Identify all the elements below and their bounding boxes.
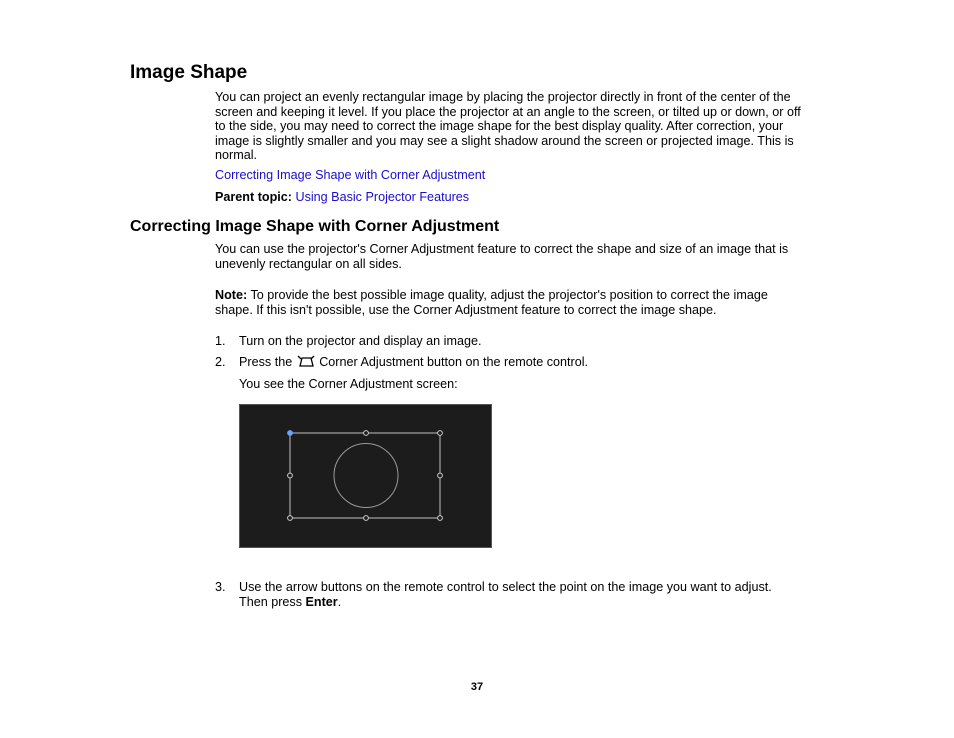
adjustment-point (438, 431, 443, 436)
step-2 (215, 355, 588, 370)
adjustment-point (438, 516, 443, 521)
adjustment-point (288, 516, 293, 521)
adjustment-frame (290, 433, 440, 518)
note-label: Note: (215, 288, 248, 302)
parent-topic-label: Parent topic: (215, 190, 292, 204)
intro-line: to the side, you may need to correct the image shape for the best display quality. After correction, your (215, 119, 784, 134)
intro-line: You can project an evenly rectangular image by placing the projector directly in front of the center of the (215, 90, 791, 104)
step-number: 3. (215, 580, 226, 594)
center-circle (334, 444, 398, 508)
step-3 (215, 580, 772, 609)
note-text: shape. If this isn't possible, use the Corner Adjustment feature to correct the image shape. (215, 302, 717, 317)
step-text: Then press (239, 594, 306, 609)
intro-line: image is slightly smaller and you may see a slight shadow around the screen or projected image. This is (215, 133, 794, 148)
adjustment-point (288, 473, 293, 478)
adjustment-point (438, 473, 443, 478)
section-heading: Correcting Image Shape with Corner Adjustment (130, 218, 500, 235)
note-block (215, 288, 835, 317)
parent-topic (215, 190, 469, 205)
step-number: 1. (215, 334, 226, 348)
corner-adjustment-pattern (240, 405, 493, 549)
step-text: Corner Adjustment button on the remote control. (315, 355, 589, 369)
section-intro (215, 242, 835, 271)
adjustment-point (364, 431, 369, 436)
corner-adjustment-link[interactable]: Correcting Image Shape with Corner Adjustment (215, 168, 486, 182)
note-text: To provide the best possible image quality, adjust the projector's position to correct the image (247, 288, 768, 302)
step-text: Press the (239, 355, 296, 369)
step-text: Use the arrow buttons on the remote control to select the point on the image you want to adjust. (239, 580, 772, 594)
intro-line: normal. (215, 148, 257, 163)
corner-adjustment-screen (239, 404, 492, 548)
intro-line: screen and keeping it level. If you place the projector at an angle to the screen, or tilted up or down, or off (215, 104, 801, 119)
step-text: Turn on the projector and display an image. (239, 334, 482, 348)
parent-topic-link[interactable]: Using Basic Projector Features (295, 190, 470, 204)
page-title: Image Shape (130, 62, 248, 83)
step-number: 2. (215, 355, 226, 369)
enter-key-label: Enter (305, 594, 338, 609)
intro-line: unevenly rectangular on all sides. (215, 256, 402, 271)
adjustment-point (364, 516, 369, 521)
intro-paragraph (215, 90, 835, 163)
step-text: . (337, 594, 342, 609)
selected-corner-point (288, 431, 293, 436)
page-number: 37 (470, 681, 484, 693)
step-2-result: You see the Corner Adjustment screen: (239, 377, 458, 391)
corner-adjustment-icon (296, 355, 316, 368)
step-1 (215, 334, 481, 349)
intro-line: You can use the projector's Corner Adjustment feature to correct the shape and size of an image that is (215, 242, 789, 256)
